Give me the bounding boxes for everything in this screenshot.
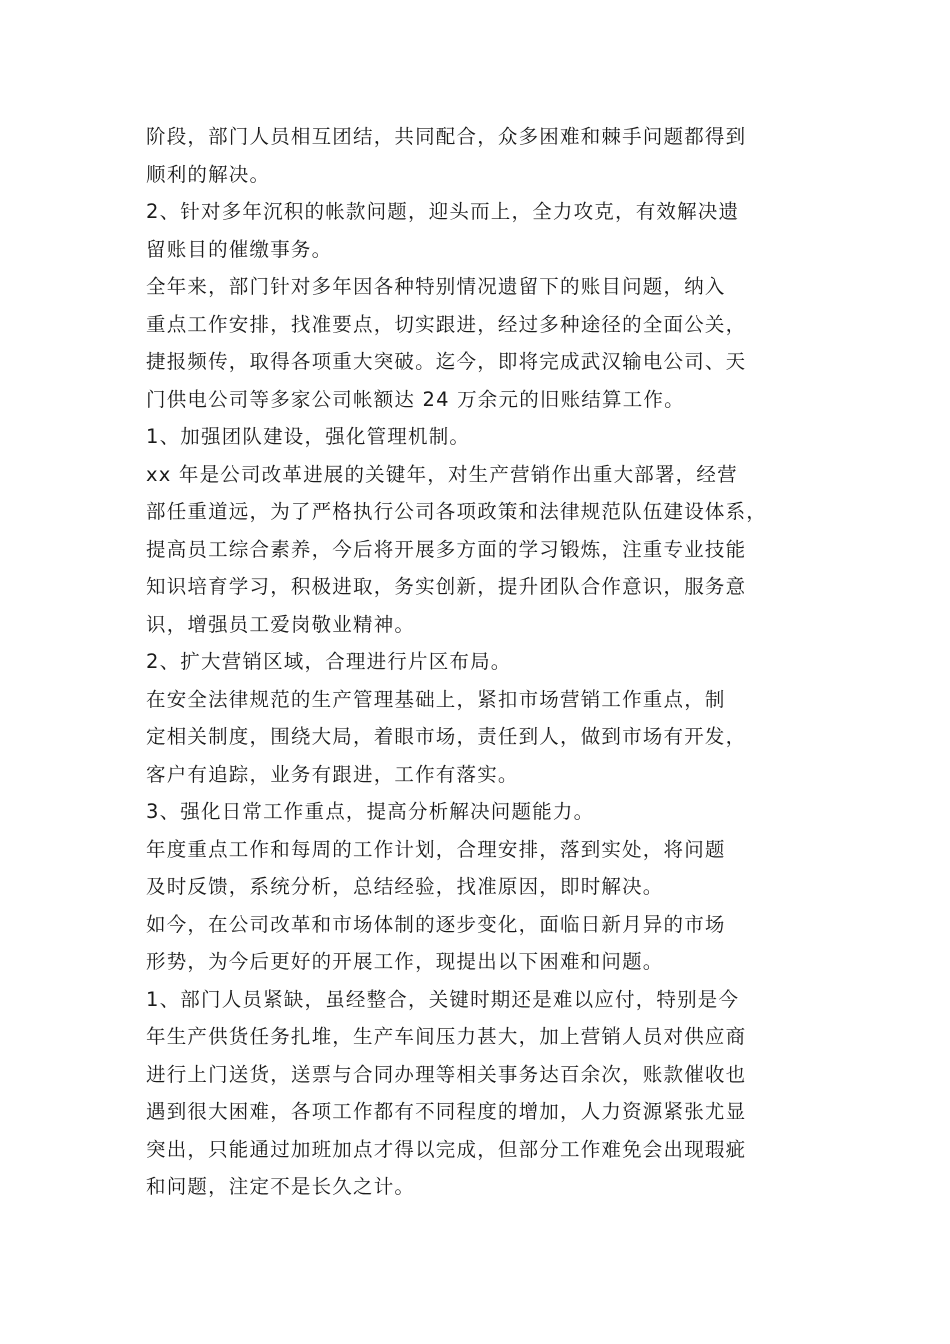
document-paragraph (146, 793, 822, 831)
paragraph-line: 识，增强员工爱岗敬业精神。 (146, 612, 416, 636)
paragraph-line: 如今，在公司改革和市场体制的逐步变化，面临日新月异的市场 (146, 912, 726, 936)
paragraph-line: 年度重点工作和每周的工作计划，合理安排，落到实处，将问题 (146, 837, 726, 861)
paragraph-line: 进行上门送货，送票与合同办理等相关事务达百余次，账款催收也 (146, 1062, 747, 1086)
document-paragraph (146, 681, 822, 794)
paragraph-line: 客户有追踪，业务有跟进，工作有落实。 (146, 762, 519, 786)
paragraph-line: 部任重道远，为了严格执行公司各项政策和法律规范队伍建设体系， (146, 500, 768, 523)
paragraph-line: 2、针对多年沉积的帐款问题，迎头而上，全力攻克，有效解决遗 (146, 200, 740, 223)
paragraph-line: 突出，只能通过加班加点才得以完成，但部分工作难免会出现瑕疵 (146, 1137, 747, 1161)
document-body (146, 118, 822, 1206)
paragraph-line: 3、强化日常工作重点，提高分析解决问题能力。 (146, 800, 595, 823)
document-paragraph (146, 643, 822, 681)
paragraph-line: 定相关制度，围绕大局，着眼市场，责任到人，做到市场有开发， (146, 725, 747, 748)
paragraph-line: 和问题，注定不是长久之计。 (146, 1175, 416, 1198)
paragraph-line: 1、加强团队建设，强化管理机制。 (146, 425, 471, 448)
document-paragraph (146, 418, 822, 456)
paragraph-line: 留账目的催缴事务。 (146, 237, 333, 261)
paragraph-line: 提高员工综合素养，今后将开展多方面的学习锻炼，注重专业技能 (146, 537, 747, 561)
paragraph-line: 全年来，部门针对多年因各种特别情况遗留下的账目问题，纳入 (146, 275, 726, 298)
paragraph-line: 在安全法律规范的生产管理基础上，紧扣市场营销工作重点，制 (146, 687, 726, 711)
paragraph-line: 重点工作安排，找准要点，切实跟进，经过多种途径的全面公关， (146, 312, 747, 336)
paragraph-line: 阶段，部门人员相互团结，共同配合，众多困难和棘手问题都得到 (146, 125, 747, 148)
paragraph-line: 形势，为今后更好的开展工作，现提出以下困难和问题。 (146, 950, 664, 973)
document-paragraph (146, 118, 822, 193)
paragraph-line: 2、扩大营销区域，合理进行片区布局。 (146, 650, 512, 673)
paragraph-line: 遇到很大困难，各项工作都有不同程度的增加，人力资源紧张尤显 (146, 1100, 747, 1123)
document-paragraph (146, 906, 822, 981)
paragraph-line: 门供电公司等多家公司帐额达 24 万余元的旧账结算工作。 (146, 387, 685, 411)
document-paragraph (146, 268, 822, 418)
paragraph-line: 年生产供货任务扎堆，生产车间压力甚大，加上营销人员对供应商 (146, 1025, 747, 1048)
document-paragraph (146, 831, 822, 906)
paragraph-line: 知识培育学习，积极进取，务实创新，提升团队合作意识，服务意 (146, 575, 747, 598)
document-paragraph (146, 981, 822, 1206)
document-paragraph (146, 193, 822, 268)
paragraph-line: 及时反馈，系统分析，总结经验，找准原因，即时解决。 (146, 875, 664, 898)
paragraph-line: 顺利的解决。 (146, 162, 271, 186)
document-paragraph (146, 456, 822, 644)
paragraph-line: xx 年是公司改革进展的关键年，对生产营销作出重大部署，经营 (146, 462, 738, 486)
paragraph-line: 1、部门人员紧缺，虽经整合，关键时期还是难以应付，特别是今 (146, 987, 740, 1011)
paragraph-line: 捷报频传，取得各项重大突破。迄今，即将完成武汉输电公司、天 (146, 350, 747, 373)
